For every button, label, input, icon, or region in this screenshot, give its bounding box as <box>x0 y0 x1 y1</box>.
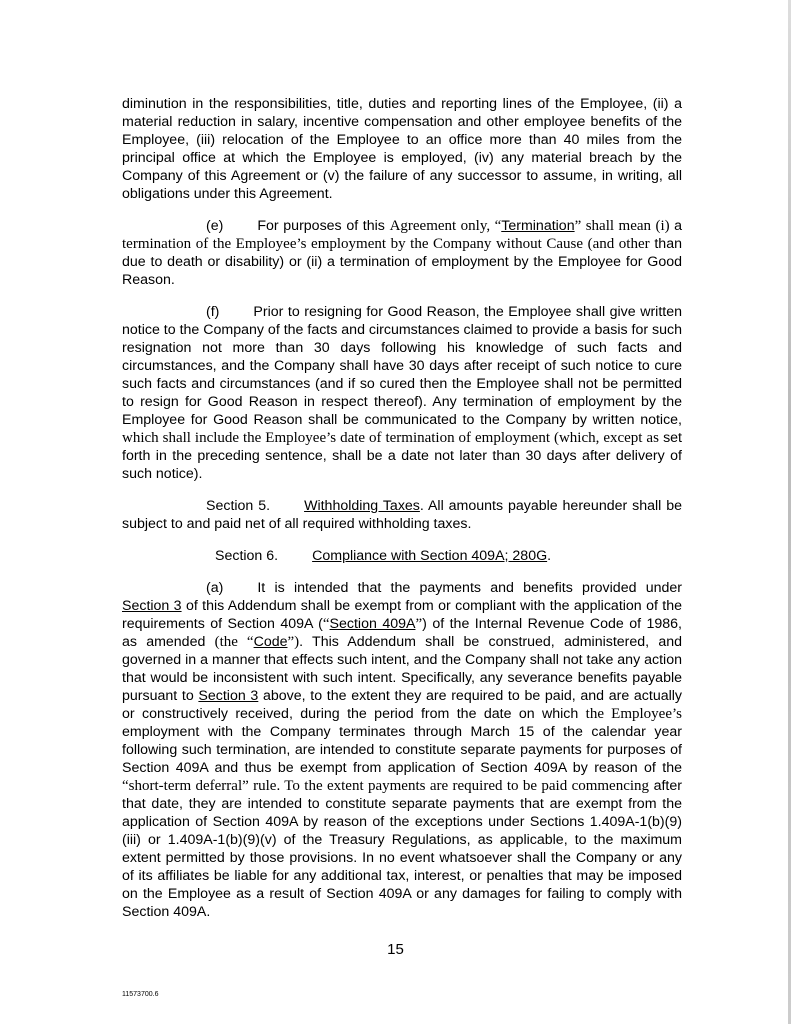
defined-term-code: Code <box>253 634 288 650</box>
clause-label-e: (e) <box>206 218 224 234</box>
document-body <box>122 95 682 921</box>
page-number: 15 <box>387 941 404 958</box>
paragraph-a: (a) It is intended that the payments and benefits provided under Section 3 of this Addendum shall be exempt from or compliant with the application of the requirements of Section 409A (“Section 409A”) of the Internal Revenue Code of 1986, as amended (the “Code”). This Addendum shall be construed, administered, and governed in a manner that effects such intent, and the Company shall not take any action that would be inconsistent with such intent. Specifically, any severance benefits payable pursuant to Section 3 above, to the extent they are required to be paid, and are actually or constructively received, during the period from the date on which the Employee’s employment with the Company terminates through March 15 of the calendar year following such termination, are intended to constitute separate payments for purposes of Section 409A and thus be exempt from application of Section 409A by reason of the “short-term deferral” rule. To the extent payments are required to be paid commencing after that date, they are intended to constitute separate payments that are exempt from the application of Section 409A by reason of the exceptions under Sections 1.409A-1(b)(9)(iii) or 1.409A-1(b)(9)(v) of the Treasury Regulations, as applicable, to the maximum extent permitted by those provisions. In no event whatsoever shall the Company or any of its affiliates be liable for any additional tax, interest, or penalties that may be imposed on the Employee as a result of Section 409A or any damages for failing to comply with Section 409A. <box>122 580 683 920</box>
defined-term-termination: Termination <box>501 218 575 234</box>
clause-label-a: (a) <box>206 580 224 596</box>
section-5-title: Withholding Taxes <box>304 498 420 514</box>
paragraph-f: (f) Prior to resigning for Good Reason, the Employee shall give written notice to the Company of the facts and circumstances claimed to provide a basis for such resignation not more than 30 days following his knowledge of such facts and circumstances, and the Company shall have 30 days after receipt of such notice to cure such facts and circumstances (and if so cured then the Employee shall not be permitted to resign for Good Reason in respect thereof). Any termination of employment by the Employee for Good Reason shall be communicated to the Company by written notice, which shall include the Employee’s date of termination of employment (which, except as set forth in the preceding sentence, shall be a date not later than 30 days after delivery of such notice). <box>122 304 682 482</box>
section-6-label: Section 6. <box>215 548 279 564</box>
section-6-heading: Section 6. Compliance with Section 409A; 280G. <box>215 548 552 564</box>
document-id: 11573700.6 <box>122 991 159 998</box>
xref-section-3-second: Section 3 <box>198 688 259 704</box>
section-5: Section 5. Withholding Taxes. All amounts payable hereunder shall be subject to and paid net of all required withholding taxes. <box>122 498 682 532</box>
clause-label-f: (f) <box>206 304 220 320</box>
section-6-title: Compliance with Section 409A; 280G <box>312 548 548 564</box>
defined-term-section-409a: Section 409A <box>329 616 416 632</box>
xref-section-3: Section 3 <box>122 598 182 614</box>
paragraph-intro: diminution in the responsibilities, title, duties and reporting lines of the Employee, (ii) a material reduction in salary, incentive compensation and other employee benefits of the Employee, (iii) relocation of the Employee to an office more than 40 miles from the principal office at which the Employee is employed, (iv) any material breach by the Company of this Agreement or (v) the failure of any successor to assume, in writing, all obligations under this Agreement. <box>122 96 682 202</box>
paragraph-e: (e) For purposes of this Agreement only, “Termination” shall mean (i) a termination of the Employee’s employment by the Company without Cause (and other than due to death or disability) or (ii) a termination of employment by the Employee for Good Reason. <box>122 218 682 288</box>
section-5-label: Section 5. <box>206 498 271 514</box>
